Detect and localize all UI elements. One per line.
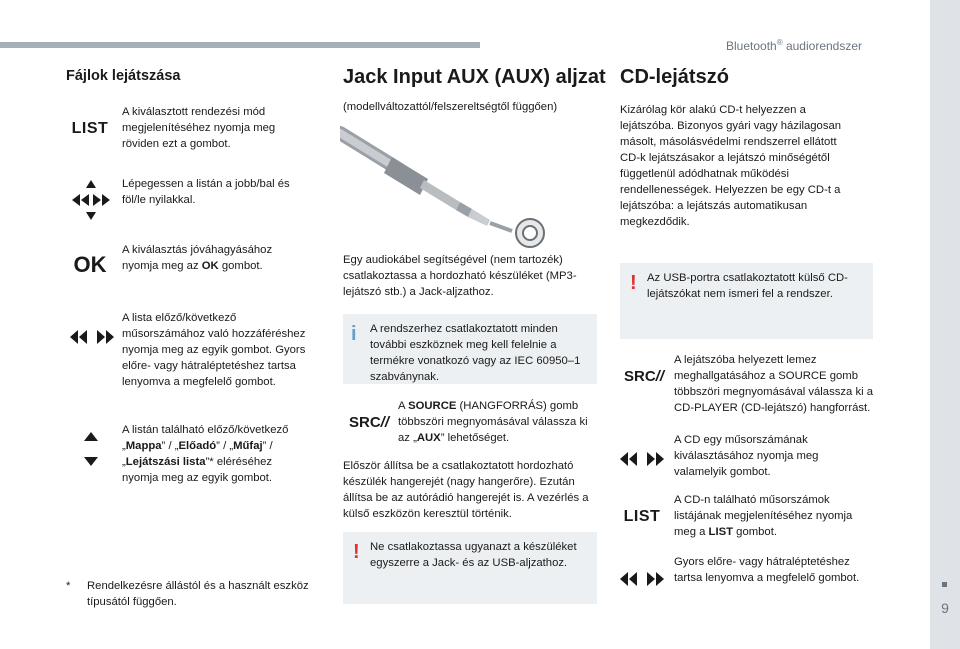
arrows-cross-icon — [70, 180, 112, 220]
src-button-icon: SRC// — [348, 414, 389, 431]
aux-paragraph-1: Egy audiokábel segítségével (nem tartozék) csatlakoztassa a hordozható készüléket (MP3-lejátszó stb.) a Jack-aljzathoz. — [343, 254, 577, 298]
page-header: Bluetooth® audiorendszer — [726, 38, 863, 53]
arrows-horizontal-icon — [620, 572, 664, 586]
src-button-icon: SRC// — [623, 368, 664, 385]
list-button-text: A kiválasztott rendezési mód megjelenítéséhez nyomja meg röviden ezt a gombot. — [122, 106, 276, 150]
aux-source-text: A SOURCE (HANGFORRÁS) gomb többszöri megnyomásával válassza ki az „AUX” lehetőséget. — [398, 400, 588, 444]
info-box-text: A rendszerhez csatlakoztatott minden további eszköznek meg kell felelnie a termékre vonatkozó vagy az IEC 60950–1 szabványnak. — [370, 323, 581, 383]
arrows-cross-text: Lépegessen a listán a jobb/bal és föl/le nyilakkal. — [122, 178, 290, 206]
warning-box-cd — [620, 263, 873, 339]
list-button-icon: LIST — [623, 508, 661, 525]
cd-track-text: A CD egy műsorszámának kiválasztásához nyomja meg valamelyik gombot. — [674, 434, 819, 478]
arrows-vertical-text: A listán található előző/következő „Mappa” / „Előadó” / „Műfaj” / „Lejátszási lista”* eléréséhez nyomja meg az egyik gombot. — [122, 424, 289, 484]
arrows-horizontal-icon — [620, 452, 664, 466]
cd-fast-forward-text: Gyors előre- vagy hátraléptetéshez tartsa lenyomva a megfelelő gombot. — [674, 556, 860, 584]
warning-icon: ! — [353, 541, 360, 563]
list-button-icon: LIST — [71, 120, 109, 137]
warning-box-cd-text: Az USB-portra csatlakoztatott külső CD-lejátszókat nem ismeri fel a rendszer. — [647, 272, 848, 300]
section-title-files: Fájlok lejátszása — [66, 68, 181, 84]
warning-box-aux-text: Ne csatlakoztassa ugyanazt a készüléket egyszerre a Jack- és az USB-aljzathoz. — [370, 541, 577, 569]
warning-box-aux — [343, 532, 597, 604]
info-box — [343, 314, 597, 384]
side-tab — [930, 0, 960, 649]
cd-source-text: A lejátszóba helyezett lemez meghallgatásához a SOURCE gomb többszöri megnyomásával válassza ki a CD-PLAYER (CD-lejátszó) hangforrást. — [674, 354, 874, 414]
arrows-horizontal-text: A lista előző/következő műsorszámához való hozzáféréshez nyomja meg az egyik gombot. Gyors előre- vagy hátraléptetéshez tartsa lenyomva a megfelelő gombot. — [122, 312, 306, 388]
cd-paragraph: Kizárólag kör alakú CD-t helyezzen a lejátszóba. Bizonyos gyári vagy házilagosan másolt, másolásvédelmi rendszerrel ellátott CD-k lejátszásakor a lejátszó minőségétől függetlenül adódhatnak működési rendellenességek. Helyezzen be egy CD-t a lejátszóba: a lejátszás automatikusan megkezdődik. — [620, 104, 842, 228]
arrows-horizontal-icon — [70, 330, 114, 344]
page-number: 9 — [941, 600, 949, 616]
section-title-aux: Jack Input AUX (AUX) aljzat — [343, 66, 606, 88]
arrows-vertical-icon — [84, 432, 98, 466]
footnote: Rendelkezésre állástól és a használt eszköz típusától függően. — [87, 580, 309, 608]
section-title-cd: CD-lejátszó — [620, 66, 729, 88]
bullet-square-icon — [942, 582, 947, 587]
cd-list-text: A CD-n található műsorszámok listájának megjelenítéséhez nyomja meg a LIST gombot. — [674, 494, 853, 538]
ok-button-text: A kiválasztás jóváhagyásához nyomja meg az OK gombot. — [122, 244, 273, 272]
header-bar — [0, 42, 480, 48]
jack-plug-illustration — [340, 125, 550, 250]
aux-subtitle: (modellváltozattól/felszereltségtől függően) — [343, 101, 558, 113]
info-icon: i — [351, 323, 357, 345]
aux-paragraph-2: Először állítsa be a csatlakoztatott hordozható készülék hangerejét (nagy hangerőre). Ezután állítsa be az autórádió hangerejét is. A vezérlés a külső eszközön keresztül történik. — [343, 460, 589, 520]
footnote-mark: * — [66, 580, 71, 592]
warning-icon: ! — [630, 272, 637, 294]
ok-button-icon: OK — [73, 252, 107, 277]
